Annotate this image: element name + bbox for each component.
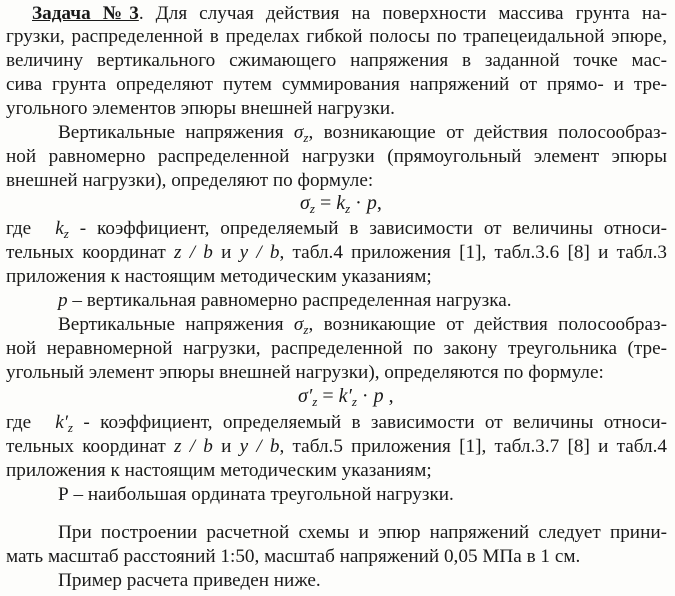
p5-line-3: приложения к настоящим методическим указаниям; — [6, 460, 432, 481]
p2-line-1: Вертикальные напряжения $\sigma_z$, возникающие от действия полосообраз- — [58, 122, 667, 145]
p2-line-3: внешней нагрузки), определяют по формуле: — [6, 170, 374, 191]
p4-line-1: Вертикальные напряжения $\sigma_z$, возникающие от действия полосообраз- — [58, 314, 667, 337]
p5-line-1: где $k'_z$ - коэффициент, определяемый в зависимости от величины относи- — [6, 412, 667, 435]
task-line-1: Задача №3. Для случая действия на поверхности массива грунта на- — [32, 3, 668, 24]
p5-line-2: тельных координат z / b и y / b, табл.5 приложения [1], табл.3.7 [8] и табл.4 — [6, 436, 667, 457]
task-title: Задача №3 — [32, 3, 139, 24]
p4-line-3: угольный элемент эпюры внешней нагрузки), определяются по формуле: — [6, 362, 604, 383]
p6-line-2: мать масштаб расстояний 1:50, масштаб напряжений 0,05 МПа в 1 см. — [6, 546, 581, 567]
p3-line-4: p – вертикальная равномерно распределенная нагрузка. — [58, 290, 512, 311]
p6-line-1: При построении расчетной схемы и эпюр напряжений следует прини- — [58, 522, 667, 543]
task-line-3: величину вертикального сжимающего напряжения в заданной точке мас- — [6, 50, 667, 71]
task-line-4: сива грунта определяют путем суммирования напряжений от прямо- и тре- — [6, 74, 667, 95]
p3-line-2: тельных координат z / b и y / b, табл.4 приложения [1], табл.3.6 [8] и табл.3 — [6, 242, 667, 263]
task-line-2: грузки, распределенной в пределах гибкой полосы по трапецеидальной эпюре, — [6, 26, 667, 47]
formula-triangular: $\sigma'_z = k'_z \cdot p$ , — [298, 385, 394, 409]
p5-line-4: Р – наибольшая ордината треугольной нагрузки. — [58, 484, 454, 505]
p3-line-1: где $k_z$ - коэффициент, определяемый в зависимости от величины относи- — [6, 218, 667, 241]
p4-line-2: ной неравномерной нагрузки, распределенной по закону треугольника (тре- — [6, 338, 667, 359]
formula-rectangular: $\sigma_z = k_z \cdot p$, — [300, 192, 382, 216]
p7-line-1: Пример расчета приведен ниже. — [58, 570, 321, 591]
task-line-5: угольного элементов эпюры внешней нагрузки. — [6, 98, 395, 119]
p2-line-2: ной равномерно распределенной нагрузки (прямоугольный элемент эпюры — [6, 146, 667, 167]
sigma-symbol: σ — [293, 122, 304, 143]
p3-line-3: приложения к настоящим методическим указаниям; — [6, 266, 432, 287]
k-symbol: k — [55, 218, 64, 239]
